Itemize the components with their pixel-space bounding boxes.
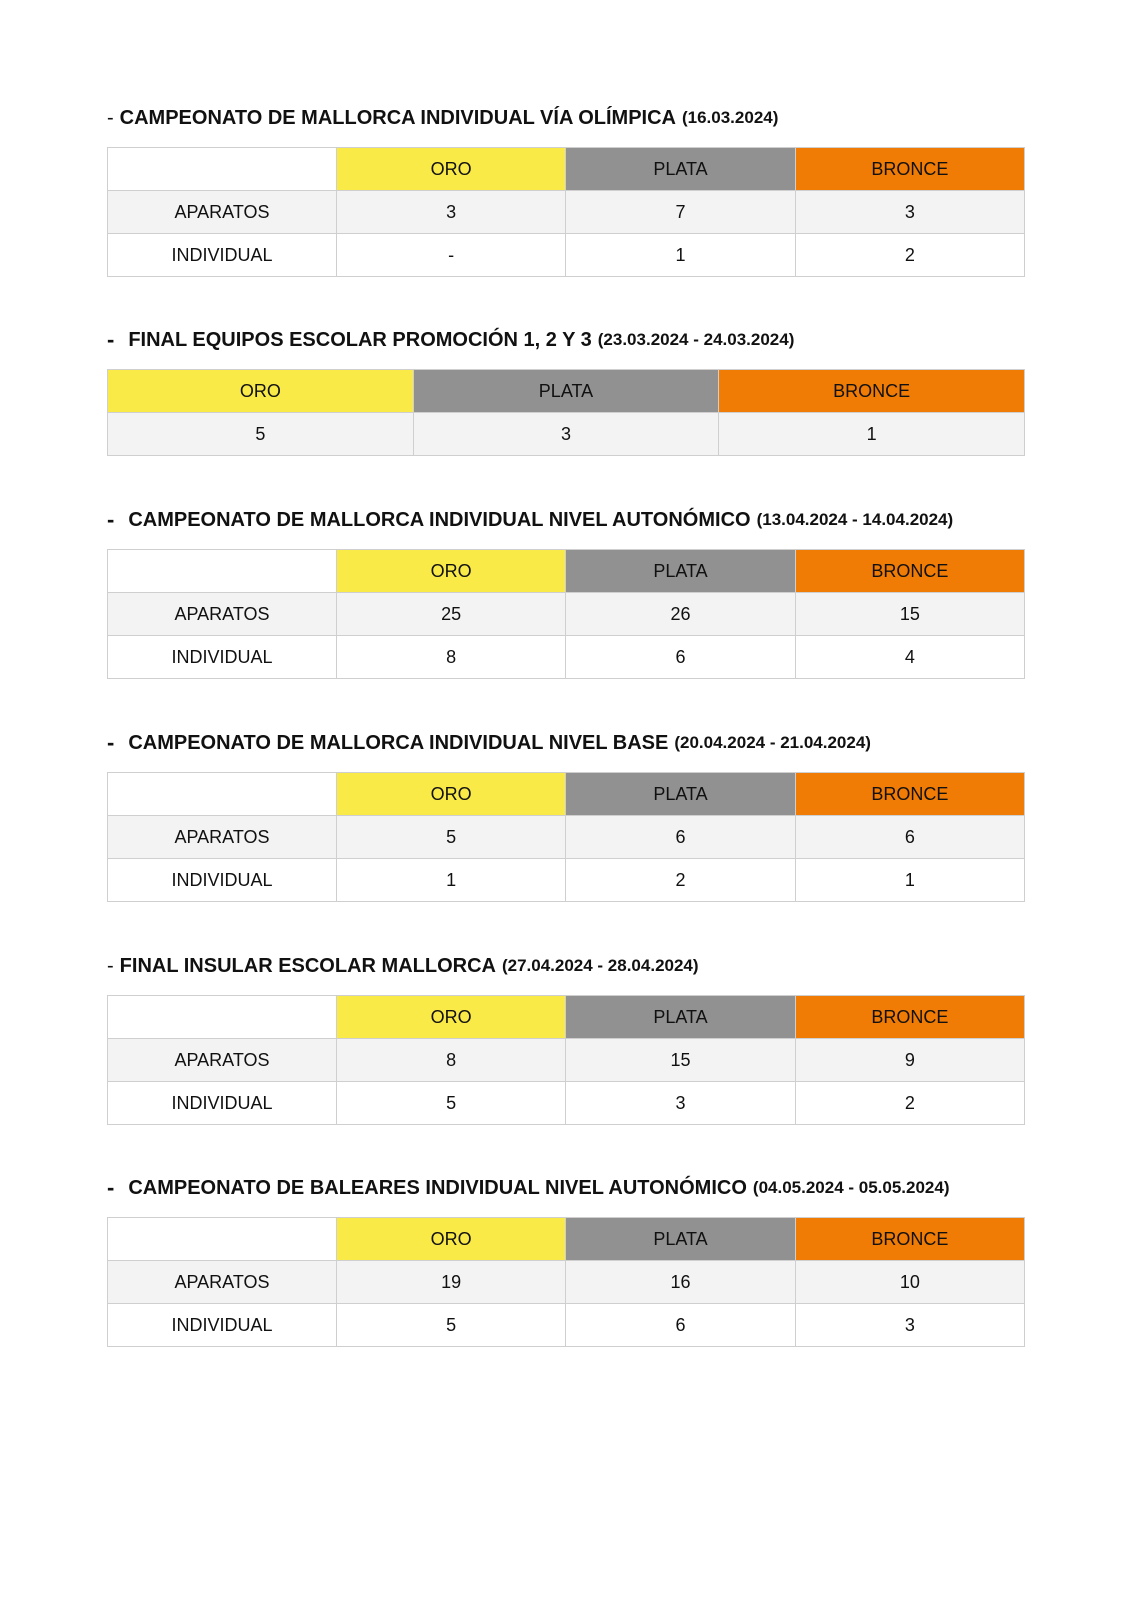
section-via-olimpica bbox=[107, 102, 1025, 277]
heading-dash: - bbox=[107, 106, 114, 129]
header-empty-cell bbox=[108, 1218, 337, 1261]
header-oro: ORO bbox=[337, 773, 566, 816]
cell-bronce: 4 bbox=[795, 636, 1024, 679]
cell-bronce: 3 bbox=[795, 1304, 1024, 1347]
row-label: INDIVIDUAL bbox=[108, 1304, 337, 1347]
row-label: APARATOS bbox=[108, 191, 337, 234]
section-heading bbox=[107, 324, 1025, 356]
row-label: APARATOS bbox=[108, 593, 337, 636]
header-empty-cell bbox=[108, 148, 337, 191]
cell-oro: 5 bbox=[337, 1304, 566, 1347]
table-row bbox=[108, 1082, 1025, 1125]
header-plata: PLATA bbox=[566, 1218, 795, 1261]
header-empty-cell bbox=[108, 773, 337, 816]
row-label: APARATOS bbox=[108, 1261, 337, 1304]
cell-bronce: 2 bbox=[795, 234, 1024, 277]
table-header-row bbox=[108, 148, 1025, 191]
heading-dates: (20.04.2024 - 21.04.2024) bbox=[674, 733, 871, 752]
cell-plata: 3 bbox=[413, 413, 719, 456]
header-oro: ORO bbox=[337, 550, 566, 593]
table-row bbox=[108, 1261, 1025, 1304]
section-heading bbox=[107, 1172, 1025, 1204]
cell-oro: 25 bbox=[337, 593, 566, 636]
medal-table bbox=[107, 549, 1025, 679]
header-oro: ORO bbox=[337, 148, 566, 191]
table-row bbox=[108, 593, 1025, 636]
section-heading bbox=[107, 950, 1025, 982]
heading-dates: (23.03.2024 - 24.03.2024) bbox=[597, 330, 795, 349]
cell-oro: 3 bbox=[337, 191, 566, 234]
header-plata: PLATA bbox=[566, 996, 795, 1039]
heading-dates: (16.03.2024) bbox=[681, 108, 779, 127]
row-label: INDIVIDUAL bbox=[108, 636, 337, 679]
section-heading bbox=[107, 727, 1025, 759]
row-label: APARATOS bbox=[108, 816, 337, 859]
table-row bbox=[108, 1039, 1025, 1082]
header-empty-cell bbox=[108, 550, 337, 593]
medal-table bbox=[107, 1217, 1025, 1347]
row-label: INDIVIDUAL bbox=[108, 859, 337, 902]
section-heading bbox=[107, 102, 1025, 134]
medal-table bbox=[107, 147, 1025, 277]
table-row bbox=[108, 816, 1025, 859]
row-label: INDIVIDUAL bbox=[108, 234, 337, 277]
row-label: APARATOS bbox=[108, 1039, 337, 1082]
cell-oro: 5 bbox=[337, 1082, 566, 1125]
cell-plata: 6 bbox=[566, 816, 795, 859]
cell-bronce: 6 bbox=[795, 816, 1024, 859]
heading-title: CAMPEONATO DE MALLORCA INDIVIDUAL NIVEL AUTONÓMICO bbox=[128, 508, 751, 531]
table-row bbox=[108, 859, 1025, 902]
header-bronce: BRONCE bbox=[795, 773, 1024, 816]
cell-plata: 26 bbox=[566, 593, 795, 636]
cell-plata: 15 bbox=[566, 1039, 795, 1082]
medal-table bbox=[107, 995, 1025, 1125]
header-oro: ORO bbox=[337, 1218, 566, 1261]
table-header-row bbox=[108, 996, 1025, 1039]
section-nivel-base bbox=[107, 727, 1025, 902]
section-final-equipos-escolar bbox=[107, 324, 1025, 456]
cell-bronce: 1 bbox=[719, 413, 1025, 456]
heading-dates: (04.05.2024 - 05.05.2024) bbox=[752, 1178, 950, 1197]
cell-bronce: 15 bbox=[795, 593, 1024, 636]
header-bronce: BRONCE bbox=[795, 996, 1024, 1039]
table-header-row bbox=[108, 773, 1025, 816]
header-bronce: BRONCE bbox=[795, 148, 1024, 191]
section-final-insular-escolar bbox=[107, 950, 1025, 1125]
cell-bronce: 2 bbox=[795, 1082, 1024, 1125]
heading-dash: - bbox=[107, 327, 115, 352]
heading-title: CAMPEONATO DE BALEARES INDIVIDUAL NIVEL AUTONÓMICO bbox=[128, 1176, 747, 1199]
heading-dash: - bbox=[107, 1175, 115, 1200]
heading-dash: - bbox=[107, 730, 115, 755]
cell-plata: 3 bbox=[566, 1082, 795, 1125]
cell-oro: 5 bbox=[108, 413, 414, 456]
heading-title: FINAL EQUIPOS ESCOLAR PROMOCIÓN 1, 2 Y 3 bbox=[128, 328, 592, 351]
heading-dates: (13.04.2024 - 14.04.2024) bbox=[756, 510, 954, 529]
heading-title: CAMPEONATO DE MALLORCA INDIVIDUAL NIVEL BASE bbox=[128, 731, 669, 754]
cell-bronce: 9 bbox=[795, 1039, 1024, 1082]
table-header-row bbox=[108, 550, 1025, 593]
cell-plata: 16 bbox=[566, 1261, 795, 1304]
cell-bronce: 10 bbox=[795, 1261, 1024, 1304]
cell-oro: 5 bbox=[337, 816, 566, 859]
header-empty-cell bbox=[108, 996, 337, 1039]
table-row bbox=[108, 1304, 1025, 1347]
header-oro: ORO bbox=[108, 370, 414, 413]
table-row bbox=[108, 413, 1025, 456]
heading-title: CAMPEONATO DE MALLORCA INDIVIDUAL VÍA OLÍMPICA bbox=[119, 106, 676, 129]
medal-table bbox=[107, 772, 1025, 902]
row-label: INDIVIDUAL bbox=[108, 1082, 337, 1125]
heading-dates: (27.04.2024 - 28.04.2024) bbox=[501, 956, 699, 975]
cell-plata: 1 bbox=[566, 234, 795, 277]
heading-title: FINAL INSULAR ESCOLAR MALLORCA bbox=[119, 954, 496, 977]
table-header-row bbox=[108, 1218, 1025, 1261]
cell-plata: 6 bbox=[566, 1304, 795, 1347]
header-plata: PLATA bbox=[413, 370, 719, 413]
section-heading bbox=[107, 504, 1025, 536]
section-nivel-autonomico-mallorca bbox=[107, 504, 1025, 679]
header-plata: PLATA bbox=[566, 550, 795, 593]
header-bronce: BRONCE bbox=[719, 370, 1025, 413]
heading-dash: - bbox=[107, 954, 114, 977]
header-oro: ORO bbox=[337, 996, 566, 1039]
cell-oro: 8 bbox=[337, 636, 566, 679]
section-baleares-nivel-autonomico bbox=[107, 1172, 1025, 1347]
medal-table bbox=[107, 369, 1025, 456]
table-row bbox=[108, 636, 1025, 679]
cell-plata: 6 bbox=[566, 636, 795, 679]
cell-bronce: 3 bbox=[795, 191, 1024, 234]
header-bronce: BRONCE bbox=[795, 1218, 1024, 1261]
table-header-row bbox=[108, 370, 1025, 413]
cell-plata: 2 bbox=[566, 859, 795, 902]
header-bronce: BRONCE bbox=[795, 550, 1024, 593]
header-plata: PLATA bbox=[566, 773, 795, 816]
cell-oro: 8 bbox=[337, 1039, 566, 1082]
table-row bbox=[108, 191, 1025, 234]
cell-bronce: 1 bbox=[795, 859, 1024, 902]
cell-plata: 7 bbox=[566, 191, 795, 234]
table-row bbox=[108, 234, 1025, 277]
cell-oro: 1 bbox=[337, 859, 566, 902]
heading-dash: - bbox=[107, 507, 115, 532]
cell-oro: - bbox=[337, 234, 566, 277]
cell-oro: 19 bbox=[337, 1261, 566, 1304]
header-plata: PLATA bbox=[566, 148, 795, 191]
